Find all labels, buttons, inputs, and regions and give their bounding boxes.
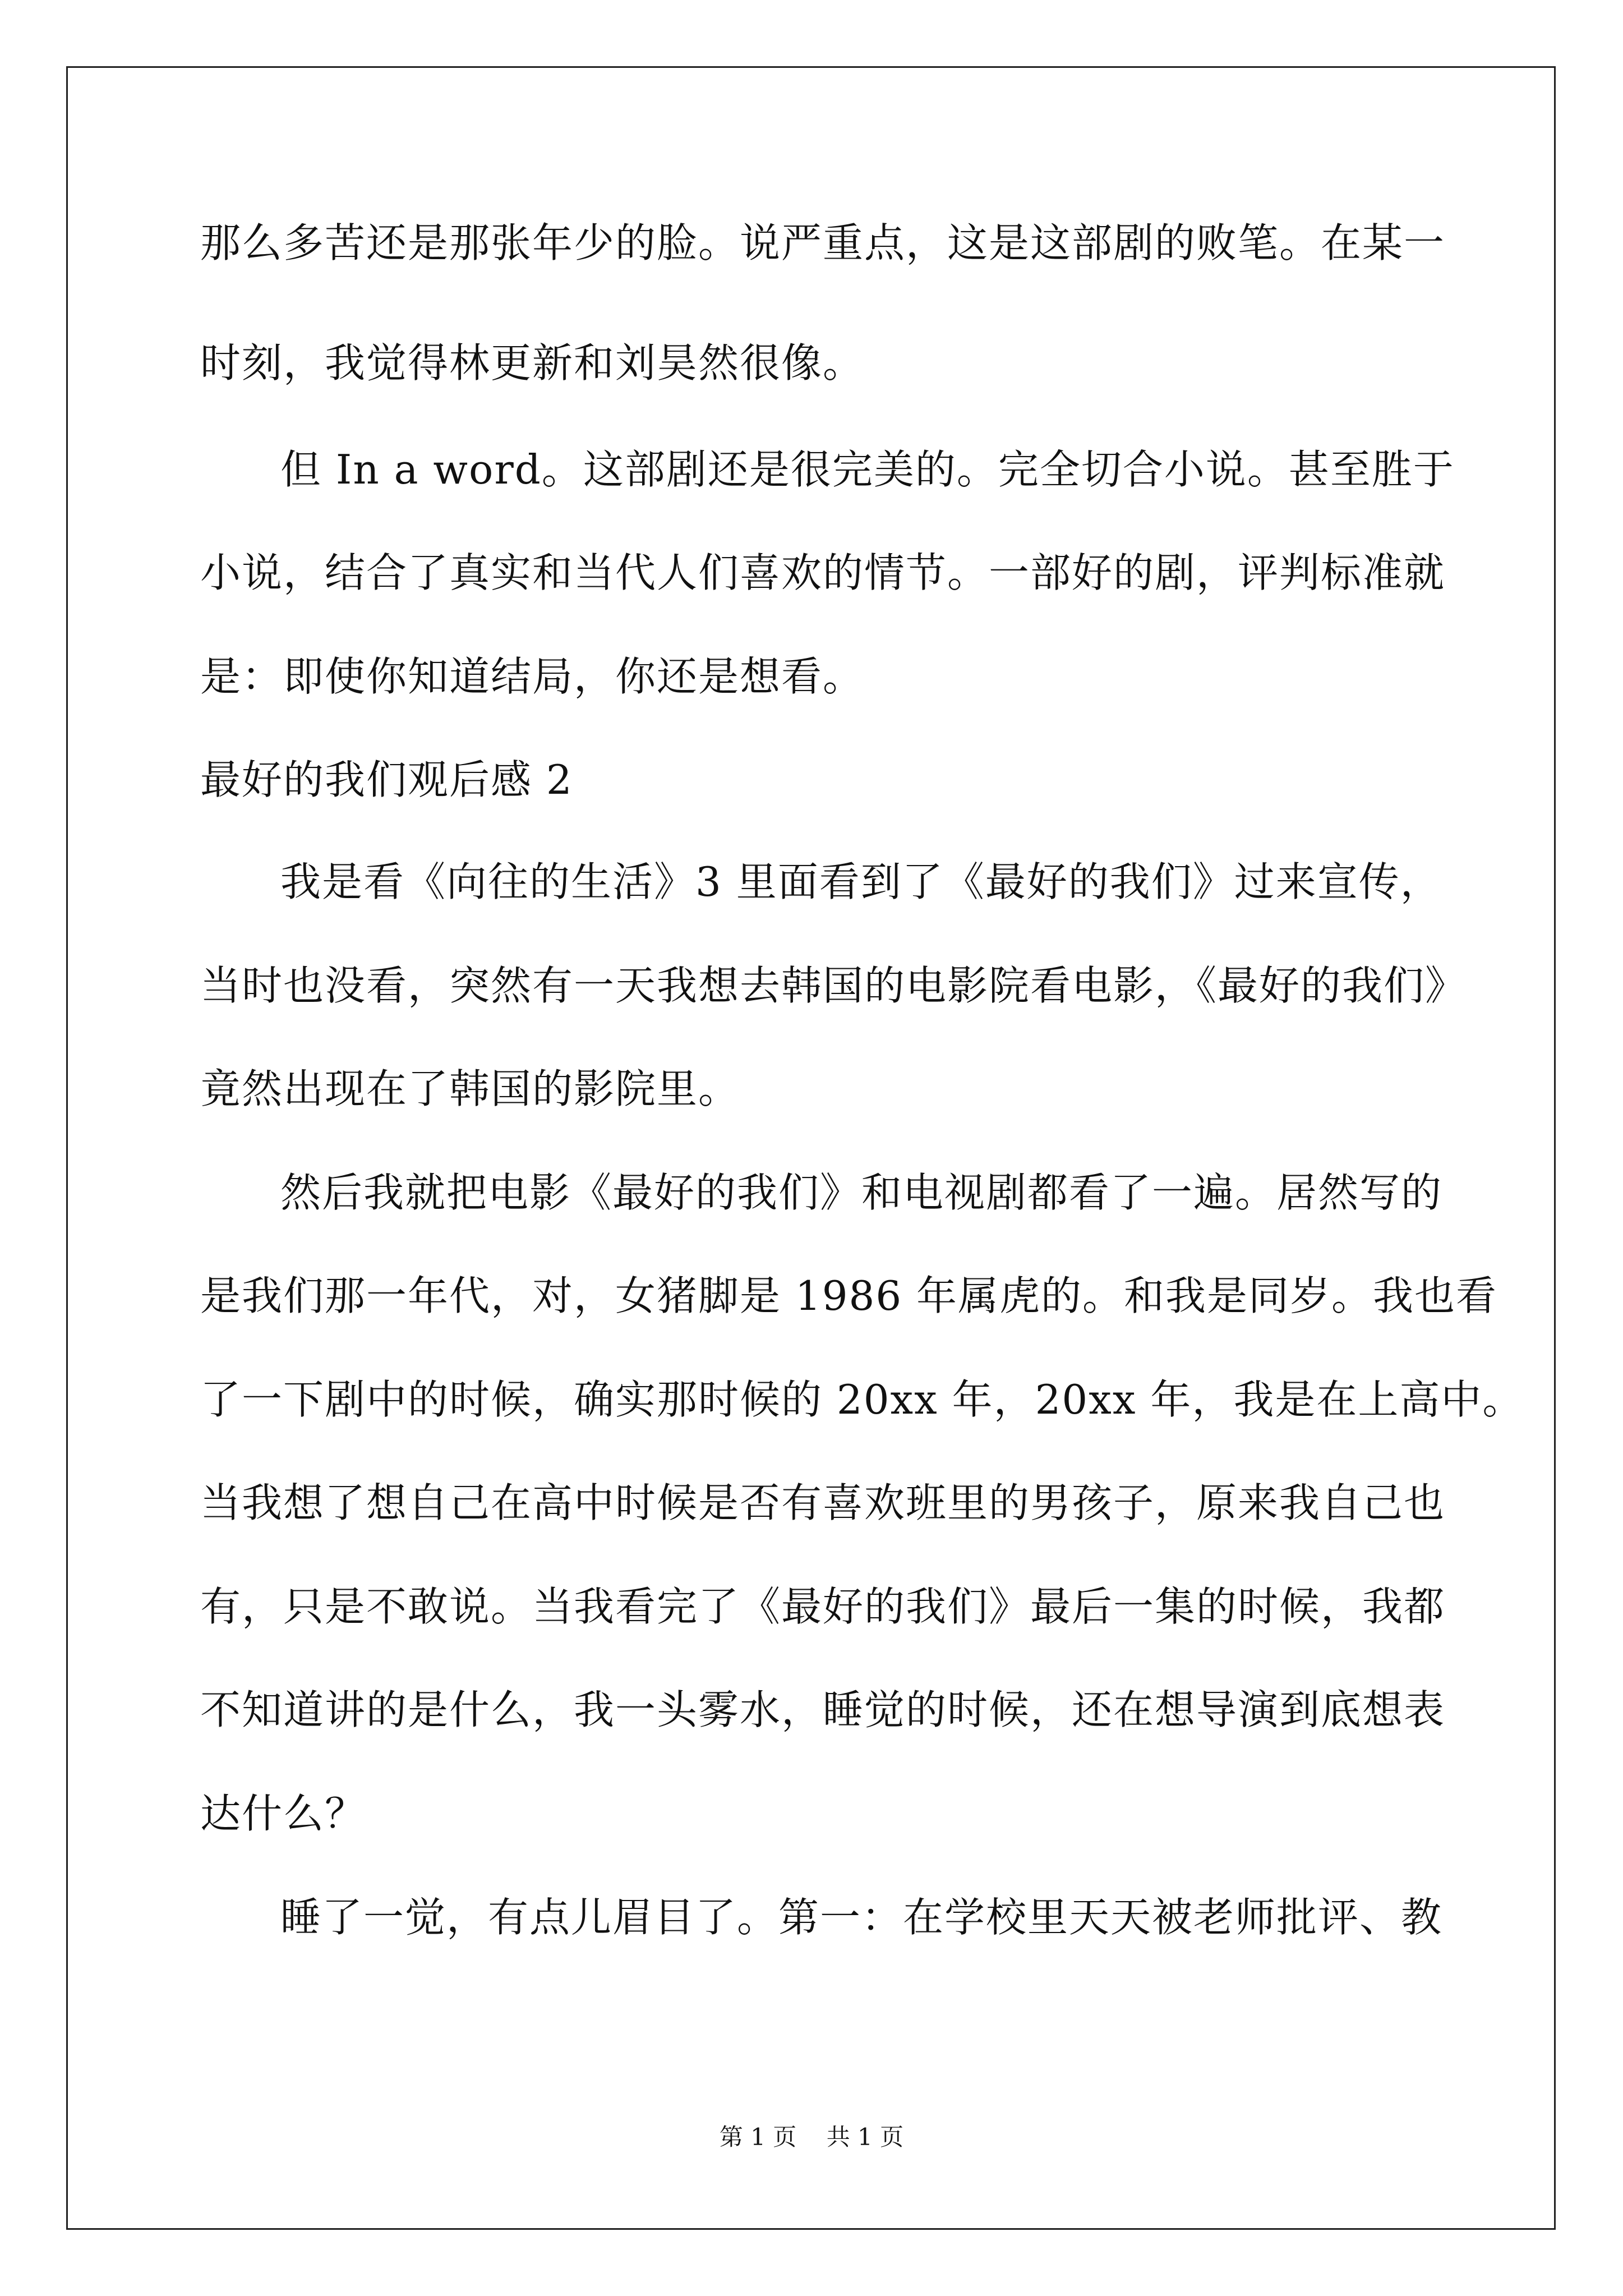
text-line: 竟然出现在了韩国的影院里。 <box>200 1065 740 1112</box>
text-line: 当我想了想自己在高中时候是否有喜欢班里的男孩子，原来我自己也 <box>200 1479 1446 1526</box>
text-line: 但 In a word。这部剧还是很完美的。完全切合小说。甚至胜于 <box>280 446 1455 493</box>
text-line: 当时也没看，突然有一天我想去韩国的电影院看电影，《最好的我们》 <box>200 962 1467 1009</box>
section-heading: 最好的我们观后感 2 <box>200 756 573 803</box>
text-line: 那么多苦还是那张年少的脸。说严重点，这是这部剧的败笔。在某一 <box>200 219 1446 266</box>
text-line: 小说，结合了真实和当代人们喜欢的情节。一部好的剧，评判标准就 <box>200 549 1446 596</box>
page-number-footer: 第 1 页 共 1 页 <box>719 2123 904 2151</box>
text-line: 我是看《向往的生活》3 里面看到了《最好的我们》过来宣传， <box>280 858 1442 905</box>
text-line: 不知道讲的是什么，我一头雾水，睡觉的时候，还在想导演到底想表 <box>200 1686 1446 1733</box>
text-line: 达什么？ <box>200 1790 367 1837</box>
text-line: 有，只是不敢说。当我看完了《最好的我们》最后一集的时候，我都 <box>200 1583 1446 1630</box>
text-line: 然后我就把电影《最好的我们》和电视剧都看了一遍。居然写的 <box>280 1169 1443 1216</box>
text-line: 是：即使你知道结局，你还是想看。 <box>200 653 865 700</box>
text-line: 是我们那一年代，对，女猪脚是 1986 年属虎的。和我是同岁。我也看 <box>200 1272 1498 1319</box>
text-line: 睡了一觉，有点儿眉目了。第一：在学校里天天被老师批评、教 <box>280 1894 1443 1941</box>
text-line: 了一下剧中的时候，确实那时候的 20xx 年，20xx 年，我是在上高中。 <box>200 1376 1524 1423</box>
text-line: 时刻，我觉得林更新和刘昊然很像。 <box>200 339 865 386</box>
